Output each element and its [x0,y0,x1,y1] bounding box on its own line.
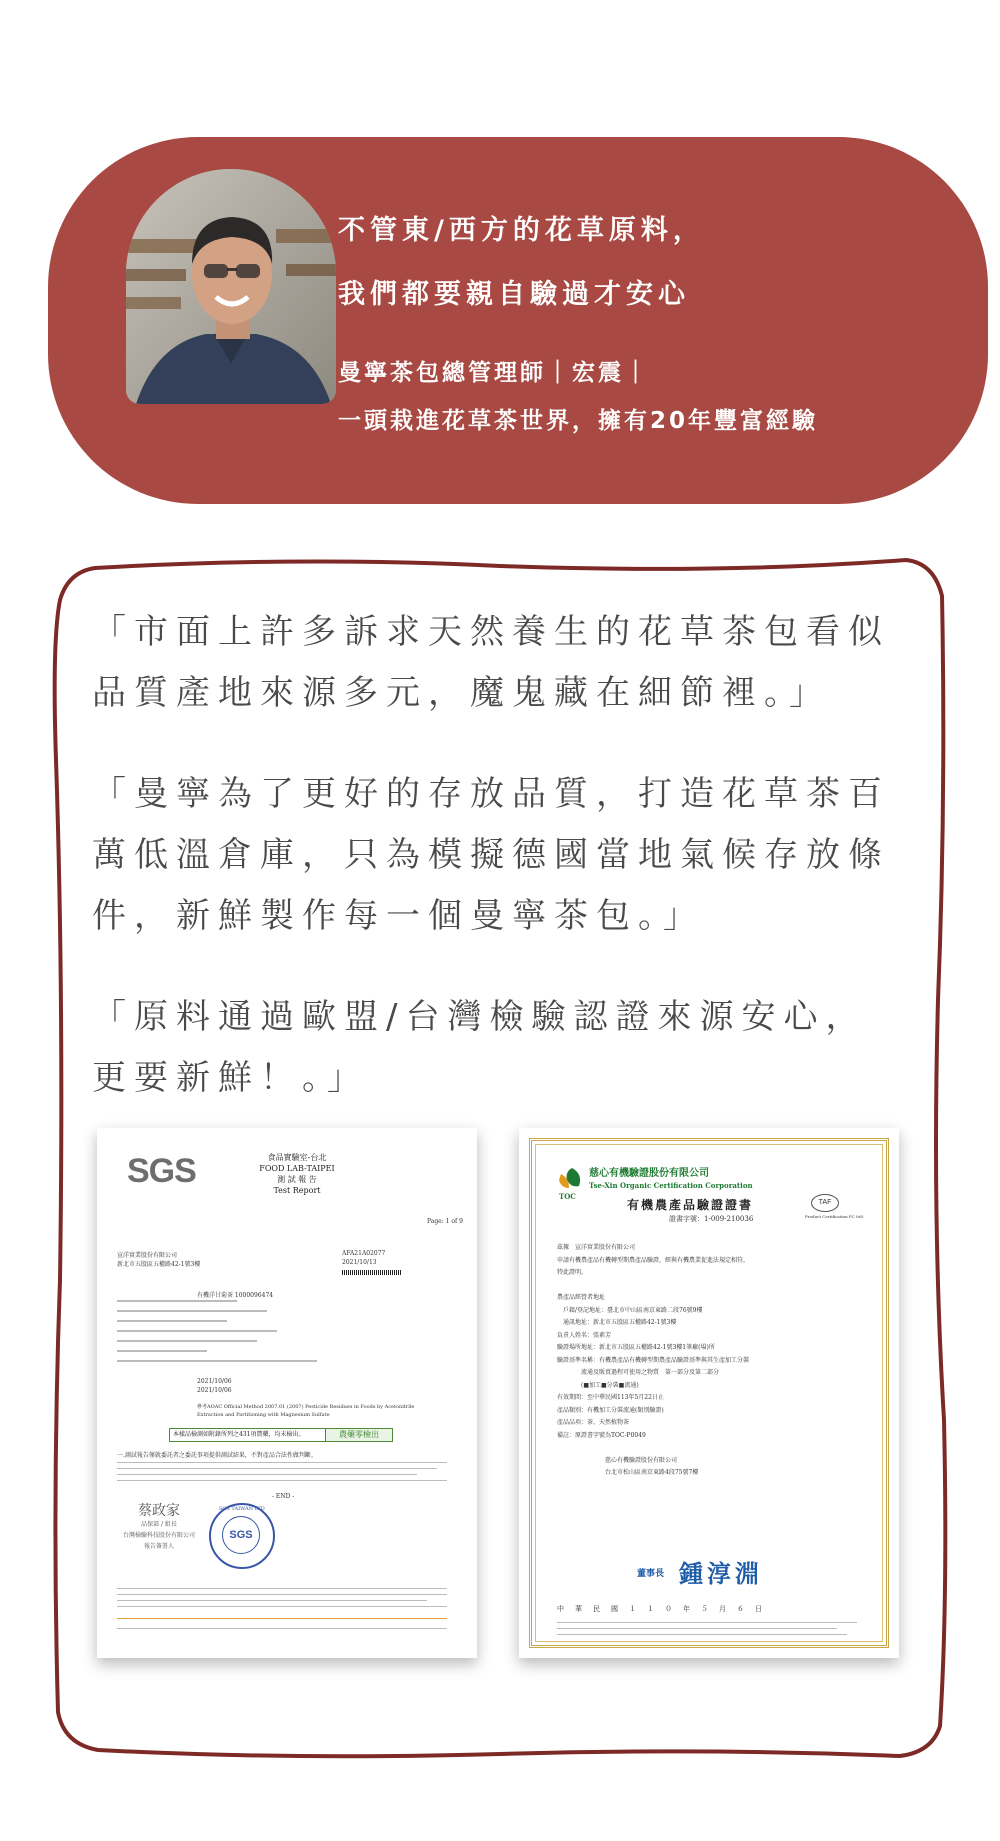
organic-certificate [519,1128,899,1658]
certificate-line: 負責人姓名：張素芳 [557,1331,612,1339]
certificate-line [557,1280,867,1293]
footer-rule [117,1618,447,1619]
sgs-stamp [209,1503,275,1569]
text-line [117,1350,207,1352]
issuer-name: 慈心有機驗證股份有限公司 [589,1168,709,1179]
certificate-line: 台北市松山區南京東路4段75號7樓 [557,1469,699,1476]
quote-line: 「市面上許多訴求天然養生的花草茶包看似 [92,612,890,652]
text-line [117,1468,437,1469]
subtitle-line-1: 曼寧茶包總管理師｜宏震｜ [338,360,650,386]
sgs-logo: SGS [127,1152,196,1190]
quote-1 [92,602,912,724]
client-line: 新北市五股區五權路42-1號3樓 [117,1261,201,1268]
text-line [117,1360,317,1362]
issue-date: 中 華 民 國 １ １ ０ 年 ５ 月 ６ 日 [557,1605,764,1613]
text-line [117,1606,447,1607]
sgs-header-line: 測 試 報 告 [277,1175,317,1184]
subtitle-line-2: 一頭栽進花草茶世界，擁有20年豐富經驗 [338,408,819,434]
toc-logo-text: TOC [559,1192,576,1201]
stamp-ring-text: SGS TAIWAN LTD [219,1506,265,1512]
quote-line: 「曼寧為了更好的存放品質，打造花草茶百 [92,774,890,814]
certificate-line: 茲據 宣洋實業股份有限公司 [557,1244,636,1251]
text-line [117,1310,267,1312]
sgs-header-line: FOOD LAB-TAIPEI [259,1164,335,1173]
text-line [117,1594,447,1595]
certificate-line: 驗證基準名稱：有機農產品有機轉型期農產品驗證基準與其生產加工分裝 [557,1356,750,1364]
signer-block [119,1503,199,1552]
pesticide-free-tag: 農藥零檢出 [325,1428,393,1442]
barcode [342,1270,402,1275]
stamp-logo: SGS [222,1516,260,1554]
certificate-line: (■加工■分裝■流通) [557,1381,639,1389]
certificate-line: 申請有機農產品有機轉型期農產品驗證，經與有機農業促進法規定相符， [557,1256,750,1264]
certificate-number: 證書字號：1-009-210036 [669,1215,754,1223]
text-line [557,1628,837,1629]
signer-name: 蔡政家 [138,1503,180,1519]
text-line [117,1462,447,1463]
text-line [557,1622,857,1623]
certificate-line: 產品類別：有機加工分裝流通(類別驗證) [557,1406,664,1414]
signer-role: 報告簽署人 [143,1543,174,1550]
note-line: 一.測試報告僅就委託者之委託事項提供測試結果，不對產品合法性做判斷。 [117,1452,317,1459]
certificate-line: 通訊地址：新北市五股區五權路42-1號3樓 [557,1319,677,1326]
certificate-line: 戶籍/登記地址：臺北市中山區南京東路二段76號9樓 [557,1306,703,1314]
quote-line: 更要新鮮！。」 [92,1058,369,1098]
text-line [117,1600,427,1601]
quote-line: 件，新鮮製作每一個曼寧茶包。」 [92,896,705,936]
text-line [117,1588,447,1589]
headline-line-2: 我們都要親自驗過才安心 [338,279,690,310]
signer-org: 台灣檢驗科技股份有限公司 [122,1532,195,1539]
chairman-label: 董事長 [637,1569,665,1579]
report-number: AFA21A02077 [342,1250,386,1257]
taf-logo: TAF [811,1194,839,1212]
page-number: Page: 1 of 9 [427,1218,463,1225]
client-line: 宣洋實業股份有限公司 [117,1252,178,1259]
sgs-test-report [97,1128,477,1658]
chairman-signature: 鍾淳淵 [679,1559,763,1588]
quote-line: 萬低溫倉庫，只為模擬德國當地氣候存放條 [92,835,890,875]
toc-leaf-icon [557,1166,587,1192]
report-date: 2021/10/13 [342,1259,377,1266]
text-line [117,1480,447,1481]
text-line [117,1340,257,1342]
headline-line-1: 不管東/西方的花草原料， [338,215,705,246]
text-line [117,1300,237,1302]
date-tested: 2021/10/06 [197,1387,232,1394]
certificate-line: 農產品經營者地址 [557,1294,606,1301]
test-method: 參考AOAC Official Method 2007.01 (2007) Pesticide Residues in Foods by Acetonitrile Extraction and Partitioning with Magnesium Sulfate [197,1404,415,1418]
quotes-section [92,602,912,1149]
sgs-header [217,1152,377,1196]
taf-caption: Product Certification PC 065 [805,1214,864,1219]
sgs-header-line: Test Report [273,1186,321,1195]
quote-line: 品質產地來源多元，魔鬼藏在細節裡。」 [92,673,831,713]
certificate-line: 有效期間：至中華民國113年5月22日止 [557,1394,664,1401]
text-line [557,1634,847,1635]
date-received: 2021/10/06 [197,1378,232,1385]
certificate-line: 備註：原證書字號為TOC-P0049 [557,1431,646,1439]
text-line [117,1474,417,1475]
text-line [117,1628,447,1629]
certificate-line [557,1442,867,1455]
certificate-line: 特此證明。 [557,1269,588,1276]
quote-line: 「原料通過歐盟/台灣檢驗認證來源安心， [92,997,868,1037]
quote-3 [92,987,912,1109]
sgs-header-line: 食品實驗室-台北 [267,1153,327,1162]
certificate-line: 流通及販賣過程可使用之物質 第一部分及第二部分 [557,1369,720,1376]
quote-2 [92,764,912,947]
signer-title: 品保部 / 組長 [141,1521,177,1528]
certificate-line: 驗證場所地址：新北市五股區五權路42-1號3樓1筆廠(場)所 [557,1344,715,1351]
certificate-body [557,1242,867,1480]
certificate-line: 產品品項：茶、天然植物茶 [557,1419,630,1426]
sample-name: 有機洋甘菊茶 1000096474 [197,1292,274,1299]
certificate-line: 慈心有機驗證股份有限公司 [557,1456,678,1464]
end-marker: - END - [272,1493,295,1500]
result-box: 本樣品檢測如附錄所列之431項農藥，均未檢出。 [169,1428,329,1442]
certificate-title: 有機農產品驗證證書 [627,1198,754,1212]
text-line [117,1320,227,1322]
text-line [117,1330,277,1332]
issuer-name-en: Tse-Xin Organic Certification Corporation [589,1181,753,1190]
